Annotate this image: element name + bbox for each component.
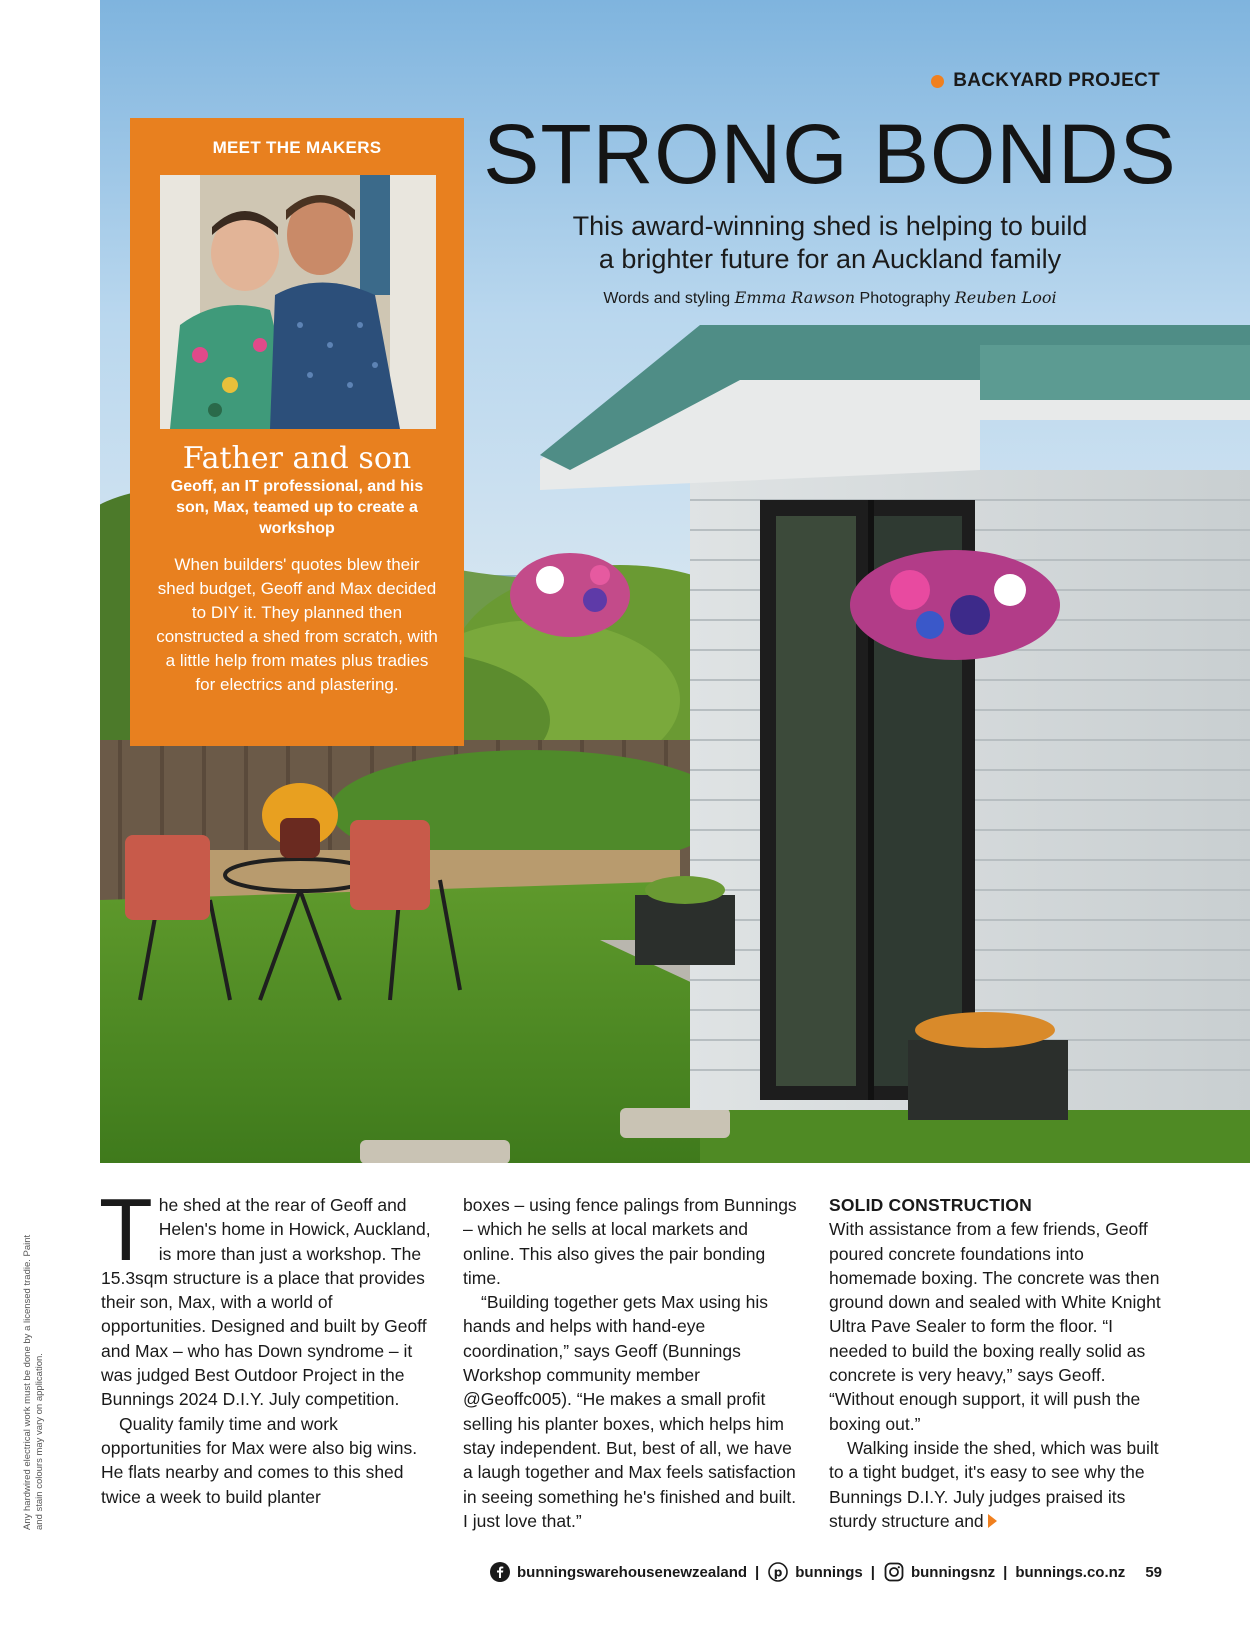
article-column-1 — [99, 1180, 441, 1509]
meet-the-makers-box — [130, 118, 464, 746]
standfirst-line-1: This award-winning shed is helping to build — [572, 211, 1088, 241]
facebook-handle[interactable]: bunningswarehousenewzealand — [517, 1563, 748, 1581]
standfirst — [500, 210, 1160, 276]
article-column-2 — [463, 1193, 803, 1533]
section-label: BACKYARD PROJECT — [953, 70, 1160, 91]
col2-paragraph-1: boxes – using fence palings from Bunnings – which he sells at local markets and online. This also gives the pair bonding time. — [463, 1195, 797, 1288]
footer-separator: | — [870, 1563, 875, 1581]
subheading: SOLID CONSTRUCTION — [829, 1195, 1032, 1215]
makers-title: Father and son — [182, 441, 412, 476]
standfirst-line-2: a brighter future for an Auckland family — [598, 244, 1062, 274]
page-number: 59 — [1145, 1563, 1162, 1581]
credits-words-label: Words and styling — [603, 290, 731, 307]
pinterest-icon — [767, 1561, 789, 1583]
article-column-3 — [829, 1193, 1169, 1533]
pinterest-handle[interactable]: bunnings — [795, 1563, 863, 1581]
credits — [500, 288, 1160, 308]
section-dot-icon — [931, 75, 944, 88]
col3-paragraph-1: With assistance from a few friends, Geoff poured concrete foundations into homemade boxing. The concrete was then ground down and sealed with White Knight Ultra Pave Sealer to form the floor. “I needed to build the boxing really solid as concrete is very heavy,” says Geoff. “Without enough support, it will push the boxing out.” — [829, 1219, 1161, 1434]
website-link[interactable]: bunnings.co.nz — [1015, 1563, 1126, 1581]
col3-paragraph-2-wrap — [829, 1436, 1169, 1533]
section-tag — [931, 70, 1160, 92]
facebook-icon — [489, 1561, 511, 1583]
makers-label: MEET THE MAKERS — [212, 138, 382, 157]
instagram-handle[interactable]: bunningsnz — [910, 1563, 996, 1581]
col1-paragraph-2: Quality family time and work opportunities for Max were also big wins. He flats nearby and comes to this shed twice a week to build planter — [101, 1413, 418, 1507]
col1-paragraph-1: he shed at the rear of Geoff and Helen's home in Howick, Auckland, is more than just a workshop. The 15.3sqm structure is a place that provides their son, Max, with a world of opportunities. Designed and built by Geoff and Max – who has Down syndrome – it was judged Best Outdoor Project in the Bunnings 2024 D.I.Y. July competition. — [101, 1195, 431, 1410]
col3-paragraph-2: Walking inside the shed, which was built to a tight budget, it's easy to see why the Bunnings D.I.Y. July judges praised its sturdy structure and — [829, 1437, 1159, 1531]
credits-photo-label: Photography — [859, 290, 951, 307]
disclaimer: Any hardwired electrical work must be done by a licensed tradie. Paint and stain colours may vary on application. — [22, 1234, 45, 1530]
footer-separator: | — [1003, 1563, 1008, 1581]
footer-separator: | — [755, 1563, 760, 1581]
svg-text:p: p — [773, 1565, 783, 1580]
instagram-icon — [883, 1561, 905, 1583]
col2-paragraph-2: “Building together gets Max using his hands and helps with hand-eye coordination,” says Geoff (Bunnings Workshop community member @Geoffc005). “He makes a small profit selling his planter boxes, which helps him stay independent. But, best of all, we have a laugh together and Max feels satisfaction in seeing something he's finished and built. I just love that.” — [463, 1292, 797, 1531]
drop-cap: T — [99, 1180, 153, 1279]
makers-subtitle: Geoff, an IT professional, and his son, Max, teamed up to create a workshop — [170, 478, 424, 537]
makers-portrait-photo — [160, 175, 436, 429]
credits-photographer: Reuben Looi — [954, 288, 1057, 307]
footer — [489, 1561, 1162, 1583]
continue-arrow-icon — [988, 1514, 997, 1528]
headline: STRONG BONDS — [483, 107, 1177, 201]
credits-writer: Emma Rawson — [734, 288, 856, 307]
article-paragraph — [99, 1180, 441, 1412]
makers-body: When builders' quotes blew their shed budget, Geoff and Max decided to DIY it. They planned then constructed a shed from scratch, with a little help from mates plus tradies for electrics and plastering. — [156, 555, 438, 694]
